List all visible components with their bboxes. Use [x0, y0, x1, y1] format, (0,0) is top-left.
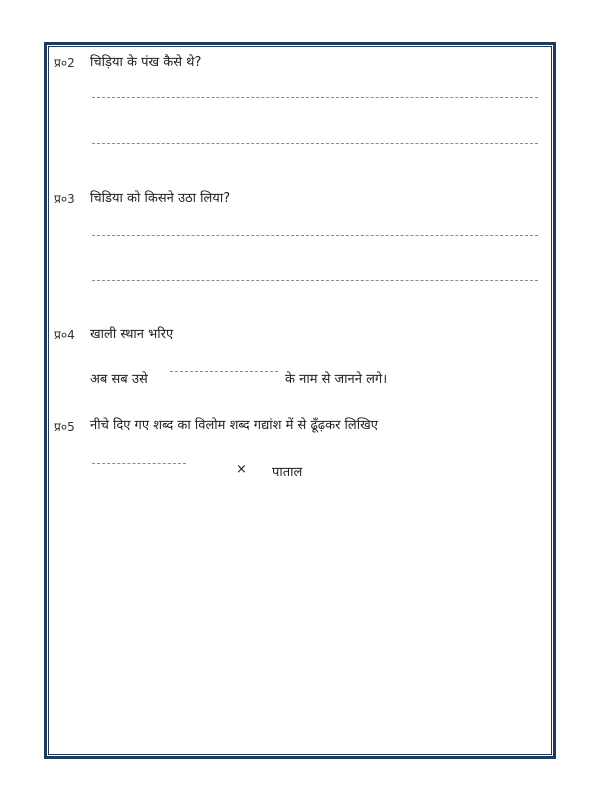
fill-blank-text-before: अब सब उसे: [90, 372, 148, 387]
question-4-text: खाली स्थान भरिए: [90, 327, 174, 342]
question-4-number: प्र०4: [54, 328, 75, 342]
question-3-number: प्र०3: [54, 192, 75, 206]
question-2-number: प्र०2: [54, 56, 75, 70]
question-2-answer-line-1[interactable]: [92, 97, 538, 98]
fill-blank-line[interactable]: [170, 371, 278, 372]
antonym-word: पाताल: [272, 465, 303, 480]
question-3-text: चिडिया को किसने उठा लिया?: [90, 191, 231, 206]
question-3-answer-line-1[interactable]: [92, 235, 538, 236]
question-3-answer-line-2[interactable]: [92, 280, 538, 281]
fill-blank-text-after: के नाम से जानने लगे।: [285, 372, 388, 387]
question-5-number: प्र०5: [54, 420, 75, 434]
antonym-answer-line[interactable]: [92, 463, 186, 464]
question-2-answer-line-2[interactable]: [92, 143, 538, 144]
question-2-text: चिड़िया के पंख कैसे थे?: [90, 55, 202, 70]
page-border-inner: [48, 46, 552, 755]
question-5-text: नीचे दिए गए शब्द का विलोम शब्द गद्यांश में से ढूँढ़कर लिखिए: [90, 418, 378, 433]
antonym-symbol: ×: [236, 462, 247, 477]
